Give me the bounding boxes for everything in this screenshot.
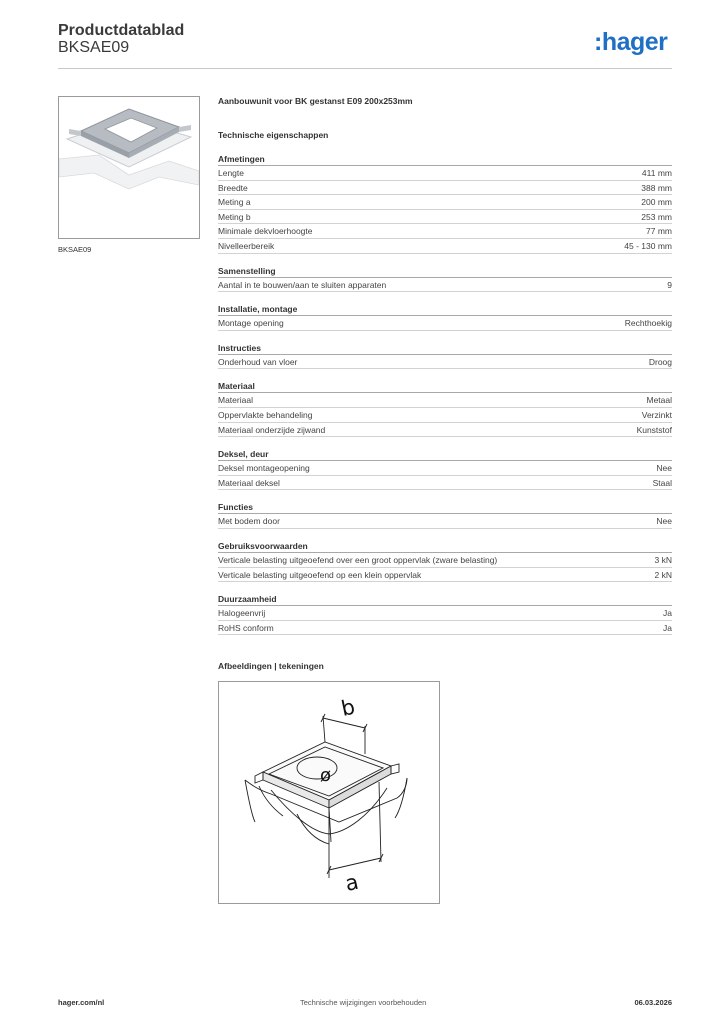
section-title: Deksel, deur — [218, 449, 672, 461]
drawing-lines — [245, 714, 407, 878]
spec-value: 45 - 130 mm — [624, 240, 672, 251]
spec-value: Droog — [648, 356, 672, 367]
section-deksel — [218, 449, 672, 490]
spec-label: Halogeenvrij — [218, 608, 266, 619]
spec-value: Metaal — [646, 395, 672, 406]
product-image — [58, 96, 200, 239]
spec-label: Meting a — [218, 197, 251, 208]
spec-row — [218, 355, 672, 370]
section-afmetingen — [218, 154, 672, 254]
spec-label: Onderhoud van vloer — [218, 356, 298, 367]
hager-logo[interactable]: :hager — [594, 28, 668, 56]
section-duurzaamheid — [218, 594, 672, 635]
spec-label: Materiaal deksel — [218, 477, 280, 488]
spec-value: Ja — [663, 608, 672, 619]
diameter-symbol: ø — [320, 765, 332, 786]
spec-row — [218, 316, 672, 331]
spec-row — [218, 278, 672, 293]
spec-label: Meting b — [218, 211, 251, 222]
spec-row — [218, 423, 672, 438]
spec-row — [218, 461, 672, 476]
spec-label: Verticale belasting uitgeoefend op een klein oppervlak — [218, 569, 422, 580]
section-title: Functies — [218, 502, 672, 514]
section-title: Duurzaamheid — [218, 594, 672, 606]
spec-label: RoHS conform — [218, 622, 274, 633]
document-title: Productdatablad — [58, 22, 185, 39]
spec-value: Nee — [656, 463, 672, 474]
dimension-label-a: a — [343, 869, 361, 896]
section-instructies — [218, 343, 672, 370]
spec-value: 253 mm — [641, 211, 672, 222]
technical-drawing — [218, 681, 440, 904]
product-code: BKSAE09 — [58, 39, 130, 56]
spec-value: Kunststof — [636, 424, 672, 435]
section-installatie — [218, 304, 672, 331]
section-title: Installatie, montage — [218, 304, 672, 316]
spec-value: 388 mm — [641, 182, 672, 193]
figures-heading: Afbeeldingen | tekeningen — [218, 661, 324, 671]
spec-row — [218, 553, 672, 568]
spec-value: 9 — [667, 279, 672, 290]
spec-row — [218, 408, 672, 423]
spec-label: Montage opening — [218, 318, 284, 329]
spec-row — [218, 606, 672, 621]
section-title: Gebruiksvoorwaarden — [218, 541, 672, 553]
spec-value: 3 kN — [654, 554, 672, 565]
spec-label: Lengte — [218, 168, 244, 178]
section-title: Materiaal — [218, 381, 672, 393]
header-divider — [58, 68, 672, 69]
spec-row — [218, 181, 672, 196]
section-title: Afmetingen — [218, 154, 672, 166]
spec-value: Ja — [663, 622, 672, 633]
spec-value: 411 mm — [641, 168, 672, 178]
spec-row — [218, 195, 672, 210]
spec-row — [218, 476, 672, 491]
spec-row — [218, 393, 672, 408]
spec-label: Materiaal — [218, 395, 253, 406]
spec-label: Materiaal onderzijde zijwand — [218, 424, 326, 435]
spec-label: Oppervlakte behandeling — [218, 409, 313, 420]
section-title: Samenstelling — [218, 266, 672, 278]
spec-value: Verzinkt — [641, 409, 672, 420]
product-illustration — [59, 109, 199, 189]
spec-label: Minimale dekvloerhoogte — [218, 226, 313, 237]
spec-row — [218, 239, 672, 254]
spec-label: Met bodem door — [218, 516, 280, 527]
spec-row — [218, 166, 672, 181]
footer-website[interactable]: hager.com/nl — [58, 998, 105, 1007]
spec-value: Staal — [652, 477, 672, 488]
specifications-panel — [218, 95, 672, 635]
spec-value: 200 mm — [641, 197, 672, 208]
dimension-label-b: b — [339, 694, 358, 721]
footer-disclaimer: Technische wijzigingen voorbehouden — [300, 998, 427, 1007]
spec-value: 77 mm — [646, 226, 672, 237]
footer-date: 06.03.2026 — [634, 998, 672, 1007]
spec-row — [218, 210, 672, 225]
spec-label: Aantal in te bouwen/aan te sluiten apparaten — [218, 279, 387, 290]
section-title: Instructies — [218, 343, 672, 355]
spec-row — [218, 568, 672, 583]
section-gebruiksvoorwaarden — [218, 541, 672, 582]
spec-label: Nivelleerbereik — [218, 240, 275, 251]
section-samenstelling — [218, 266, 672, 293]
spec-value: Rechthoekig — [624, 318, 672, 329]
spec-label: Verticale belasting uitgeoefend over een groot oppervlak (zware belasting) — [218, 554, 498, 565]
spec-row — [218, 224, 672, 239]
spec-value: Nee — [656, 516, 672, 527]
spec-value: 2 kN — [654, 569, 672, 580]
spec-label: Deksel montageopening — [218, 463, 310, 474]
product-description: Aanbouwunit voor BK gestanst E09 200x253mm — [218, 96, 413, 106]
spec-row — [218, 621, 672, 636]
spec-label: Breedte — [218, 182, 248, 193]
tech-properties-heading: Technische eigenschappen — [218, 130, 329, 140]
section-functies — [218, 502, 672, 529]
product-image-caption: BKSAE09 — [58, 245, 92, 254]
section-materiaal — [218, 381, 672, 437]
spec-row — [218, 514, 672, 529]
